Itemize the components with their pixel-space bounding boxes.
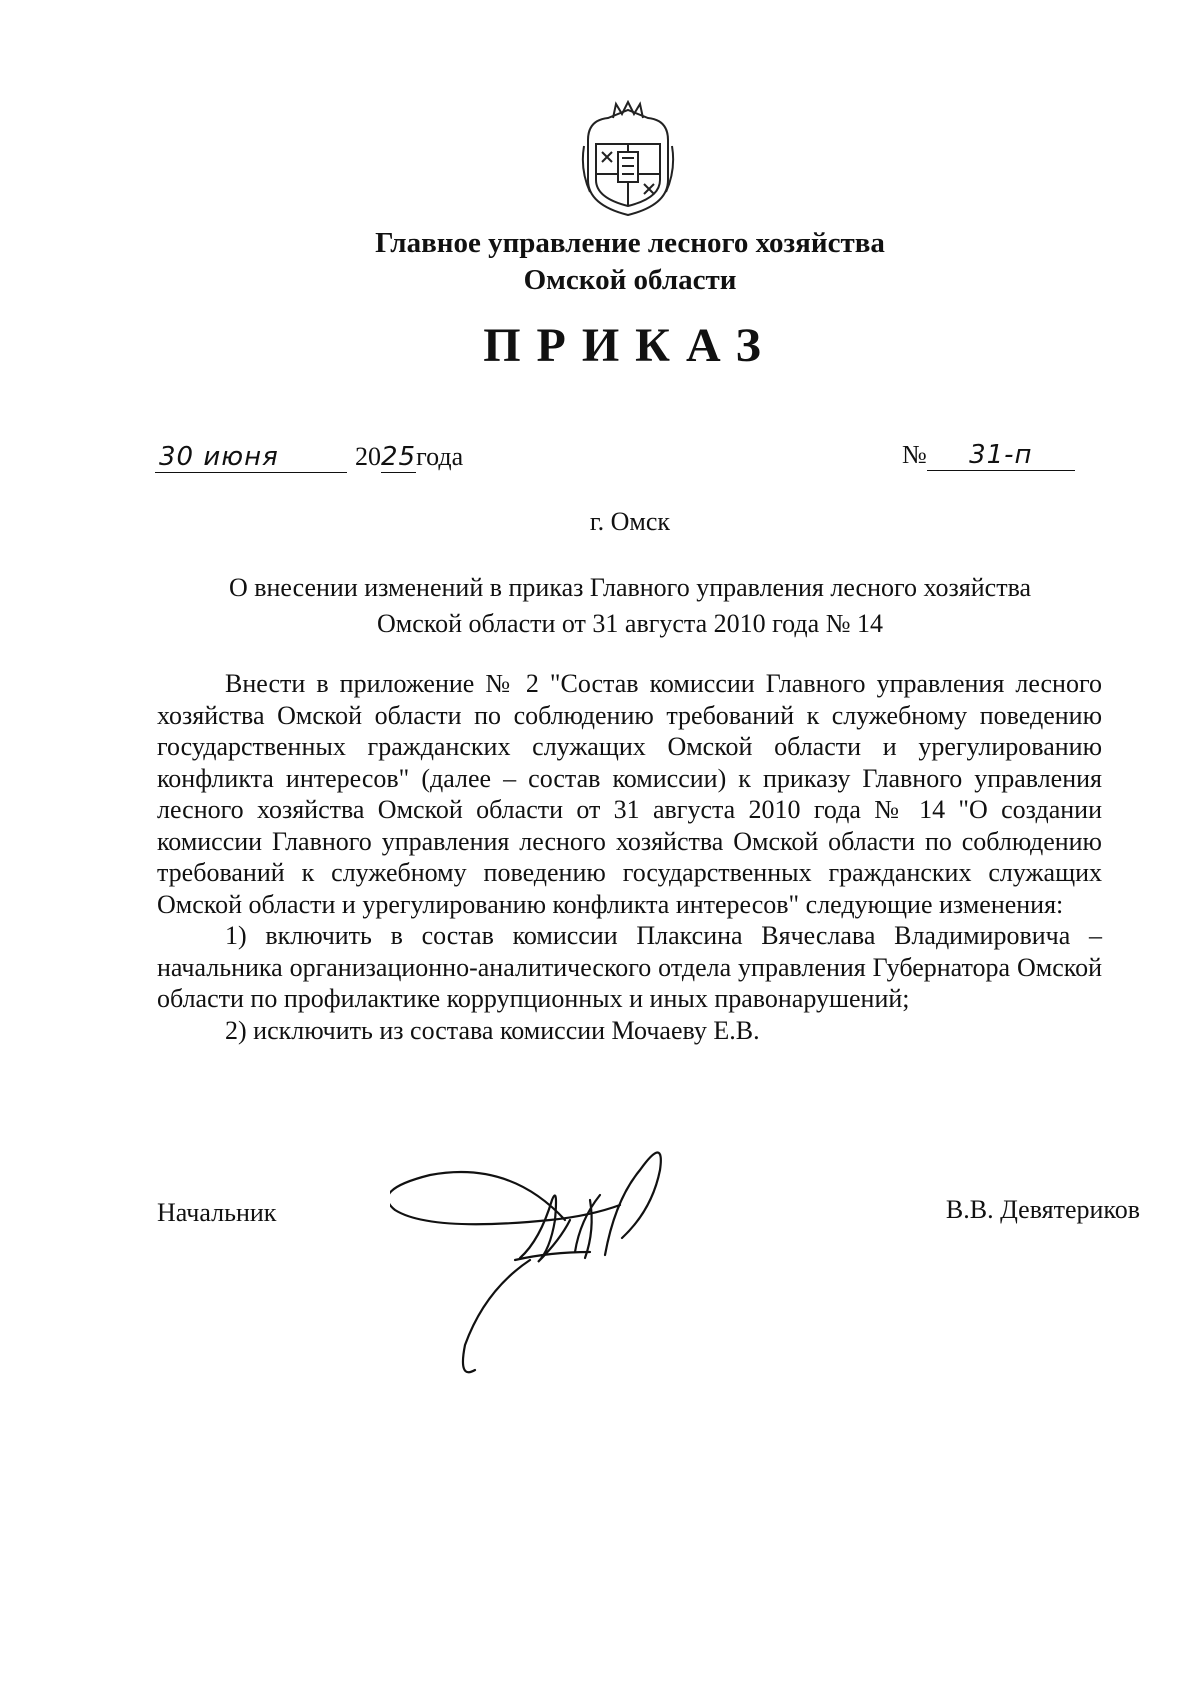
signatory-position: Начальник bbox=[157, 1198, 277, 1227]
organization-name-line2: Омской области bbox=[523, 264, 737, 296]
document-type-title: ПРИКАЗ bbox=[483, 319, 777, 372]
order-date bbox=[155, 442, 463, 473]
organization-name-line1: Главное управление лесного хозяйства bbox=[375, 227, 885, 259]
date-year-printed: 20 bbox=[355, 442, 381, 471]
date-day-month: 30 июня bbox=[155, 442, 347, 473]
body-item-1: 1) включить в состав комиссии Плаксина Вячеслава Владимировича – начальника организационно-аналитического отдела управления Губернатора Омской области по профилактике коррупционных и иных правонарушений; bbox=[157, 921, 1102, 1013]
subject-line2: Омской области от 31 августа 2010 года № 14 bbox=[376, 609, 883, 638]
order-subject bbox=[160, 570, 1100, 642]
body-item-2: 2) исключить из состава комиссии Мочаеву Е.В. bbox=[225, 1015, 760, 1045]
order-body bbox=[157, 668, 1102, 1046]
order-number-value: 31-п bbox=[927, 440, 1075, 471]
subject-line1: О внесении изменений в приказ Главного управления лесного хозяйства bbox=[228, 573, 1032, 602]
coat-of-arms-icon bbox=[578, 100, 678, 220]
handwritten-signature-icon bbox=[390, 1140, 750, 1390]
body-paragraph-main: Внести в приложение № 2 "Состав комиссии Главного управления лесного хозяйства Омской области по соблюдению требований к служебному поведению государственных гражданских служащих Омской области и урегулированию конфликта интересов" (далее – состав комиссии) к приказу Главного управления лесного хозяйства Омской области от 31 августа 2010 года № 14 "О создании комиссии Главного управления лесного хозяйства Омской области по соблюдению требований к служебному поведению государственных гражданских служащих Омской области и урегулированию конфликта интересов" следующие изменения: bbox=[157, 669, 1102, 919]
signatory-name: В.В. Девятериков bbox=[945, 1195, 1140, 1224]
order-number bbox=[902, 440, 1075, 471]
city: г. Омск bbox=[589, 507, 671, 536]
date-year-handwritten: 25 bbox=[381, 442, 417, 472]
date-year-suffix: года bbox=[416, 442, 464, 471]
order-number-label: № bbox=[902, 440, 927, 469]
